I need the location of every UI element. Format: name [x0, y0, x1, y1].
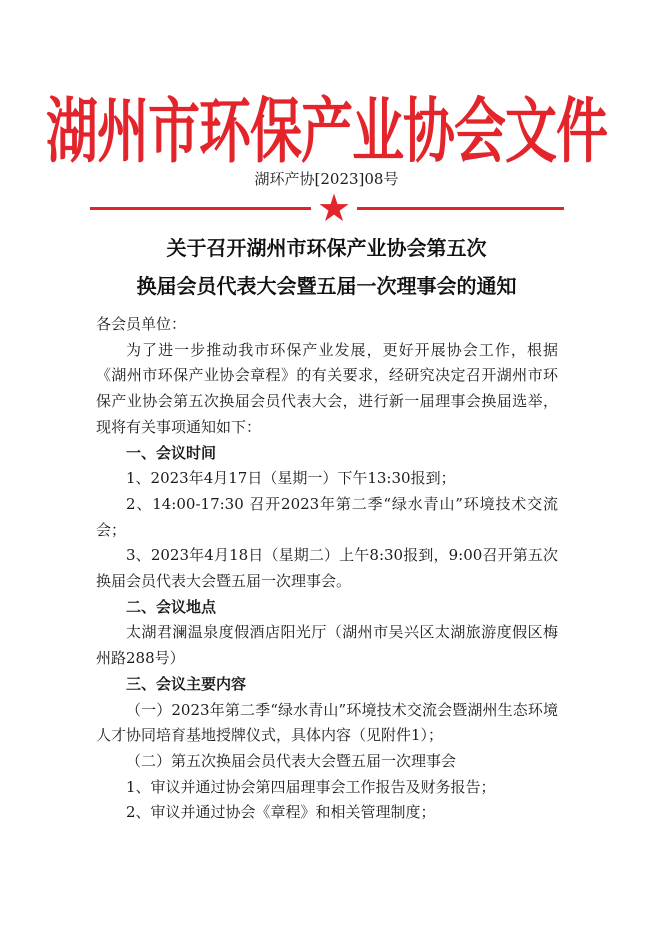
masthead-title: 湖州市环保产业协会文件 — [45, 92, 607, 174]
section-heading: 三、会议主要内容 — [126, 674, 247, 693]
body-paragraph: 1、2023年4月17日（星期一）下午13:30报到； — [126, 469, 456, 488]
body-paragraph: 2、审议并通过协会《章程》和相关管理制度； — [126, 803, 436, 822]
body-paragraph: 太湖君澜温泉度假酒店阳光厅（湖州市吴兴区太湖旅游度假区梅州路288号） — [96, 623, 558, 668]
body-paragraph: 1、审议并通过协会第四届理事会工作报告及财务报告； — [126, 777, 496, 796]
section-heading: 一、会议时间 — [126, 443, 217, 462]
body-paragraph: （二）第五次换届会员代表大会暨五届一次理事会 — [126, 751, 457, 770]
section-heading: 二、会议地点 — [126, 597, 217, 616]
body-paragraph: （一）2023年第二季“绿水青山”环境技术交流会暨湖州生态环境人才协同培育基地授牌仪式，具体内容（见附件1）； — [96, 700, 558, 745]
body-paragraph: 3、2023年4月18日（星期二）上午8:30报到，9:00召开第五次换届会员代表大会暨五届一次理事会。 — [96, 546, 558, 591]
notice-body — [96, 312, 558, 826]
star-icon: ★ — [316, 186, 352, 230]
document-number: 湖环产协[2023]08号 — [254, 170, 399, 188]
notice-title-line-1: 关于召开湖州市环保产业协会第五次 — [166, 236, 487, 260]
divider-line-left — [90, 207, 311, 210]
divider-line-right — [357, 207, 564, 210]
notice-title-line-2: 换届会员代表大会暨五届一次理事会的通知 — [136, 274, 517, 298]
body-paragraph: 2、14:00-17:30 召开2023年第二季“绿水青山”环境技术交流会； — [96, 494, 558, 539]
body-paragraph: 为了进一步推动我市环保产业发展，更好开展协会工作，根据《湖州市环保产业协会章程》的有关要求，经研究决定召开湖州市环保产业协会第五次换届会员代表大会，进行新一届理事会换届选举，现将有关事项通知如下： — [96, 340, 558, 436]
salutation: 各会员单位： — [96, 315, 187, 333]
